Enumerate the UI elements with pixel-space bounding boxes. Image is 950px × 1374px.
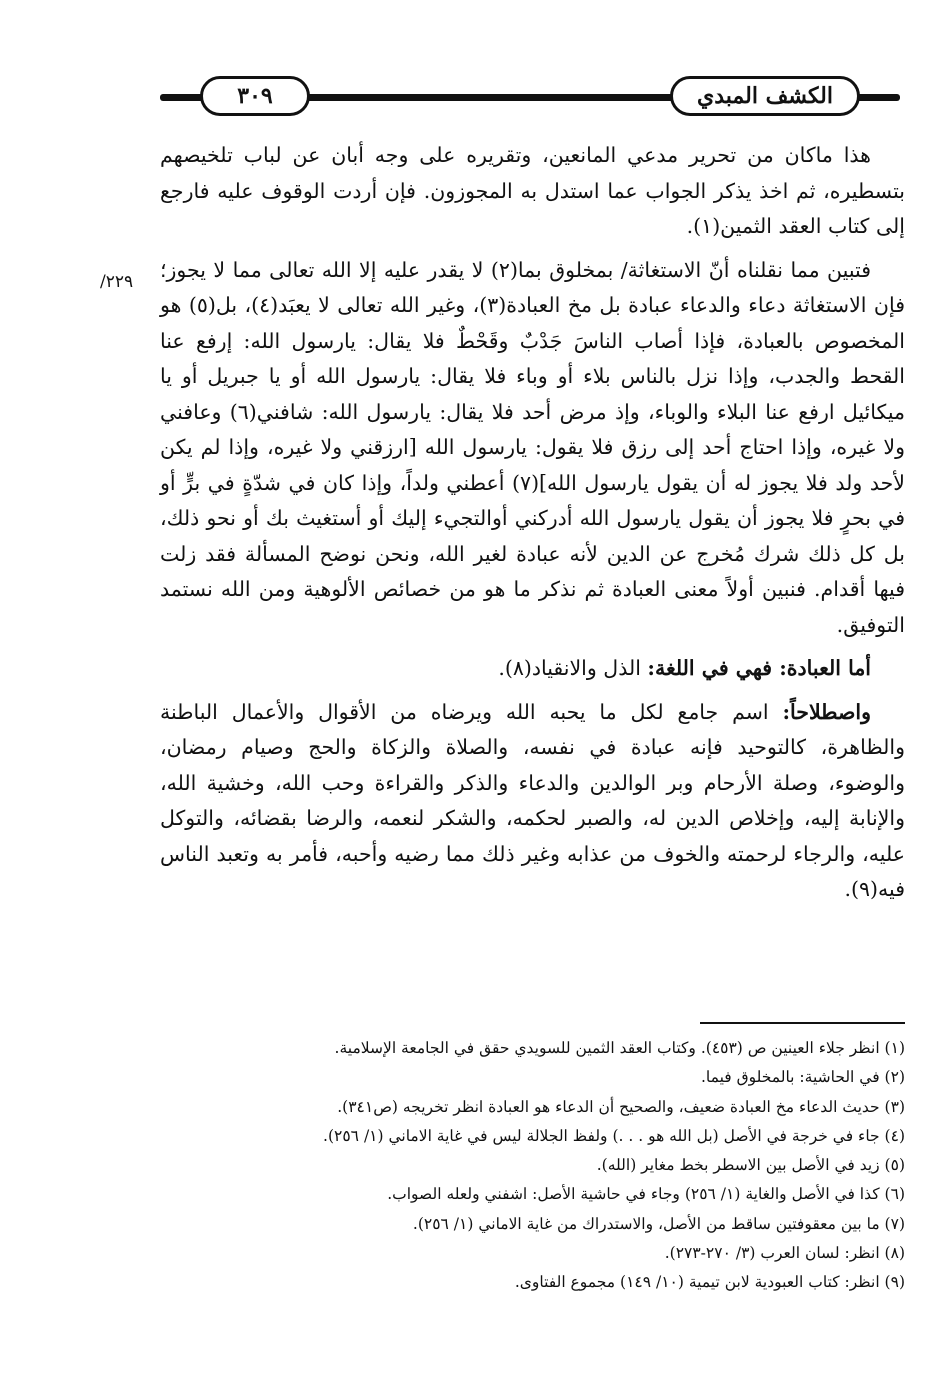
paragraph-1: هذا ماكان من تحرير مدعي المانعين، وتقريره على وجه أبان عن لباب تلخيصهم بتسطيره، ثم اخذ يذكر الجواب عما استدل به المجوزون. فإن أردت الوقوف عليه فارجع إلى كتاب العقد الثمين(١). — [160, 143, 905, 238]
main-text — [160, 138, 905, 916]
footnote: (٥) زيد في الأصل بين الاسطر بخط مغاير (الله). — [596, 1156, 905, 1175]
page-header — [160, 70, 900, 126]
footnote: (٦) كذا في الأصل والغاية (١/ ٢٥٦) وجاء في حاشية الأصل: اشفني ولعله الصواب. — [387, 1185, 905, 1204]
paragraph-4 — [160, 695, 905, 908]
paragraph-4-text: اسم جامع لكل ما يحبه الله ويرضاه من الأقوال والأعمال الباطنة والظاهرة، كالتوحيد فإنه عبادة في نفسه، والصلاة والزكاة والحج وصيام رمضان، والوضوء، وصلة الأرحام وبر الوالدين والدعاء والذكر والقراءة وحب الله، وخشية الله، والإنابة إليه، وإخلاص الدين له، والصبر لحكمه، والشكر لنعمه، والرضا بقضائه، والتوكل عليه، والرجاء لرحمته والخوف من عذابه وغير ذلك مما رضيه وأحبه، فأمر به وتعبد الناس فيه(٩). — [160, 699, 905, 901]
paragraph-2: فتبين مما نقلناه أنّ الاستغاثة/ بمخلوق بما(٢) لا يقدر عليه إلا الله تعالى مما لا يجوز؛ فإن الاستغاثة دعاء والدعاء عبادة بل مخ العبادة(٣)، وغير الله تعالى لا يعبَد(٤)، بل(٥) هو المخصوص بالعبادة، فإذا أصاب الناسَ جَدْبٌ وقَحْطٌ فلا يقال: يارسول الله: إرفع عنا القحط والجدب، وإذا نزل بالناس بلاء أو وباء فلا يقال: يارسول الله أو يا جبريل أو يا ميكائيل ارفع عنا البلاء والوباء، وإذ مرض أحد فلا يقال: يارسول الله: شافني(٦) وعافني ولا غيره، وإذا احتاج أحد إلى رزق فلا يقول: يارسول الله [ارزقني ولا غيره، وإذا لم يكن لأحد ولد فلا يجوز له أن يقول يارسول الله](٧) أعطني ولداً، وإذا كان في شدّةٍ في برٍّ أو في بحرٍ فلا يجوز أن يقول يارسول الله أدركني أوالتجيء إليك أو أستغيث بك أو نحو ذلك، بل كل ذلك شرك مُخرج عن الدين لأنه عبادة لغير الله، ونحن نوضح المسألة فقد زلت فيها أقدام. فنبين أولاً معنى العبادة ثم نذكر ما هو من خصائص الألوهية ومن الله نستمد التوفيق. — [160, 257, 906, 637]
paragraph-4-heading: واصطلاحاً: — [782, 699, 871, 724]
paragraph-3 — [160, 651, 905, 687]
footnote: (٤) جاء في خرجة في الأصل (بل الله هو . . .) ولفظ الجلالة ليس في غاية الاماني (١/ ٢٥٦). — [323, 1126, 905, 1145]
footnote: (٣) حديث الدعاء مخ العبادة ضعيف، والصحيح أن الدعاء هو العبادة انظر تخريجه (ص٣٤١). — [337, 1097, 905, 1116]
footnote-separator — [700, 1022, 905, 1024]
page-number-cartouche — [200, 76, 310, 116]
page-number: ٣٠٩ — [237, 83, 273, 109]
footnote: (٢) في الحاشية: بالمخلوق فيما. — [700, 1068, 905, 1087]
margin-page-reference: ٢٢٩/ — [100, 272, 134, 292]
footnote: (١) انظر جلاء العينين ص (٤٥٣). وكتاب العقد الثمين للسويدي حقق في الجامعة الإسلامية. — [334, 1039, 905, 1057]
footnote: (٩) انظر: كتاب العبودية لابن تيمية (١٠/ ١٤٩) مجموع الفتاوى. — [514, 1273, 905, 1292]
footnote: (٧) ما بين معقوفتين ساقط من الأصل، والاستدراك من غاية الاماني (١/ ٢٥٦). — [412, 1214, 905, 1233]
footnotes — [160, 1034, 905, 1298]
paragraph-3-text: الذل والانقياد(٨). — [498, 656, 648, 680]
paragraph-3-heading: أما العبادة: فهي في اللغة: — [647, 656, 871, 680]
footnote: (٨) انظر: لسان العرب (٣/ ٢٧٠-٢٧٣). — [664, 1244, 905, 1263]
book-title-cartouche — [670, 76, 860, 116]
book-title: الكشف المبدي — [697, 83, 833, 109]
